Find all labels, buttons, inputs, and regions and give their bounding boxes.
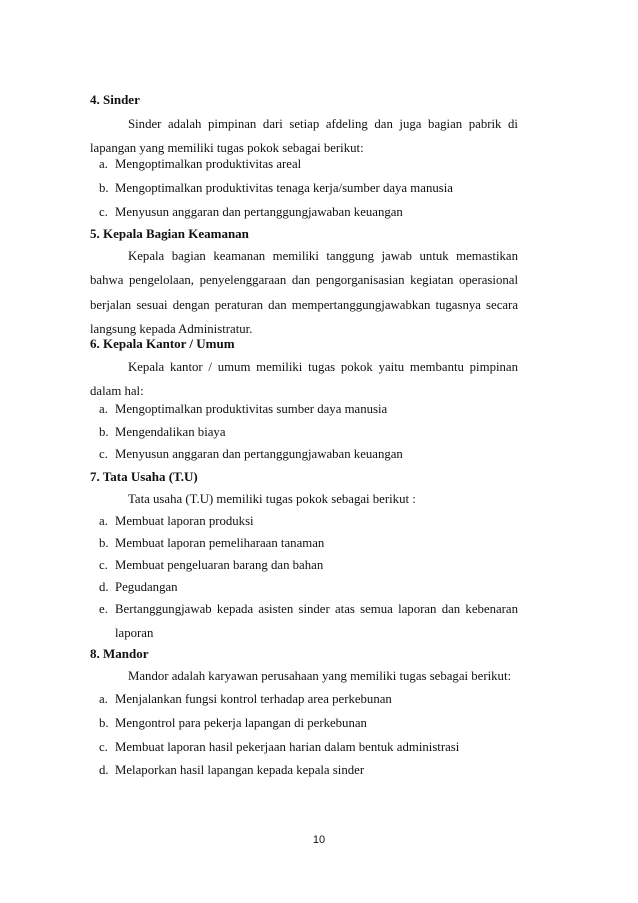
list-marker: b. xyxy=(99,425,109,439)
list-marker: b. xyxy=(99,716,109,730)
list-item xyxy=(99,447,403,462)
section-4-paragraph: Sinder adalah pimpinan dari setiap afdeling dan juga bagian pabrik di lapangan yang memiliki tugas pokok sebagai berikut: xyxy=(90,117,518,156)
list-item-text: Pegudangan xyxy=(115,580,178,594)
list-marker: a. xyxy=(99,157,108,171)
list-marker: d. xyxy=(99,580,109,594)
list-item-text: Mengoptimalkan produktivitas areal xyxy=(115,157,302,171)
section-8-title: 8. Mandor xyxy=(90,646,149,661)
section-4-title: 4. Sinder xyxy=(90,92,140,107)
list-item xyxy=(99,763,364,778)
section-5-paragraph: Kepala bagian keamanan memiliki tanggung jawab untuk memastikan bahwa pengelolaan, penyelenggaraan dan pengorganisasian kegiatan operasional berjalan sesuai dengan peraturan dan mempertanggungjawabkan tugasnya secara langsung kepada Administratur. xyxy=(90,249,518,336)
list-item-text: Bertanggungjawab kepada asisten sinder atas semua laporan dan kebenaran laporan xyxy=(115,602,518,641)
list-marker: a. xyxy=(99,402,108,416)
section-8-paragraph: Mandor adalah karyawan perusahaan yang memiliki tugas sebagai berikut: xyxy=(128,669,512,683)
list-marker: c. xyxy=(99,205,108,219)
list-item-text: Mengendalikan biaya xyxy=(115,425,226,439)
section-6-paragraph: Kepala kantor / umum memiliki tugas pokok yaitu membantu pimpinan dalam hal: xyxy=(90,360,518,399)
list-item-text: Membuat laporan produksi xyxy=(115,514,254,528)
list-marker: c. xyxy=(99,558,108,572)
list-item xyxy=(99,740,459,755)
section-7-paragraph: Tata usaha (T.U) memiliki tugas pokok sebagai berikut : xyxy=(128,492,416,506)
list-marker: b. xyxy=(99,536,109,550)
list-item-text: Membuat laporan pemeliharaan tanaman xyxy=(115,536,325,550)
list-item xyxy=(99,402,387,417)
list-item xyxy=(99,205,403,220)
list-item-text: Melaporkan hasil lapangan kepada kepala sinder xyxy=(115,763,365,777)
list-item xyxy=(99,181,453,196)
page-number: 10 xyxy=(312,834,326,846)
list-item xyxy=(99,157,301,172)
list-item-text: Menjalankan fungsi kontrol terhadap area perkebunan xyxy=(115,692,392,706)
section-7-title: 7. Tata Usaha (T.U) xyxy=(90,469,198,484)
section-5-title: 5. Kepala Bagian Keamanan xyxy=(90,226,249,241)
list-marker: d. xyxy=(99,763,109,777)
list-item xyxy=(99,558,323,573)
list-item-text: Mengoptimalkan produktivitas tenaga kerja/sumber daya manusia xyxy=(115,181,453,195)
list-marker: c. xyxy=(99,447,108,461)
list-item xyxy=(99,692,392,707)
list-item-text: Membuat laporan hasil pekerjaan harian dalam bentuk administrasi xyxy=(115,740,460,754)
list-item-text: Menyusun anggaran dan pertanggungjawaban keuangan xyxy=(115,205,403,219)
list-marker: b. xyxy=(99,181,109,195)
list-item-text: Menyusun anggaran dan pertanggungjawaban keuangan xyxy=(115,447,403,461)
list-item xyxy=(99,580,178,595)
list-item-text: Membuat pengeluaran barang dan bahan xyxy=(115,558,324,572)
list-item xyxy=(99,716,367,731)
section-6-title: 6. Kepala Kantor / Umum xyxy=(90,336,235,351)
list-item xyxy=(99,514,254,529)
list-marker: c. xyxy=(99,740,108,754)
list-item-text: Mengontrol para pekerja lapangan di perkebunan xyxy=(115,716,367,730)
list-marker: e. xyxy=(99,602,108,616)
list-item xyxy=(99,425,226,440)
list-item-text: Mengoptimalkan produktivitas sumber daya manusia xyxy=(115,402,388,416)
list-item xyxy=(99,597,518,646)
list-marker: a. xyxy=(99,514,108,528)
list-marker: a. xyxy=(99,692,108,706)
list-item xyxy=(99,536,324,551)
